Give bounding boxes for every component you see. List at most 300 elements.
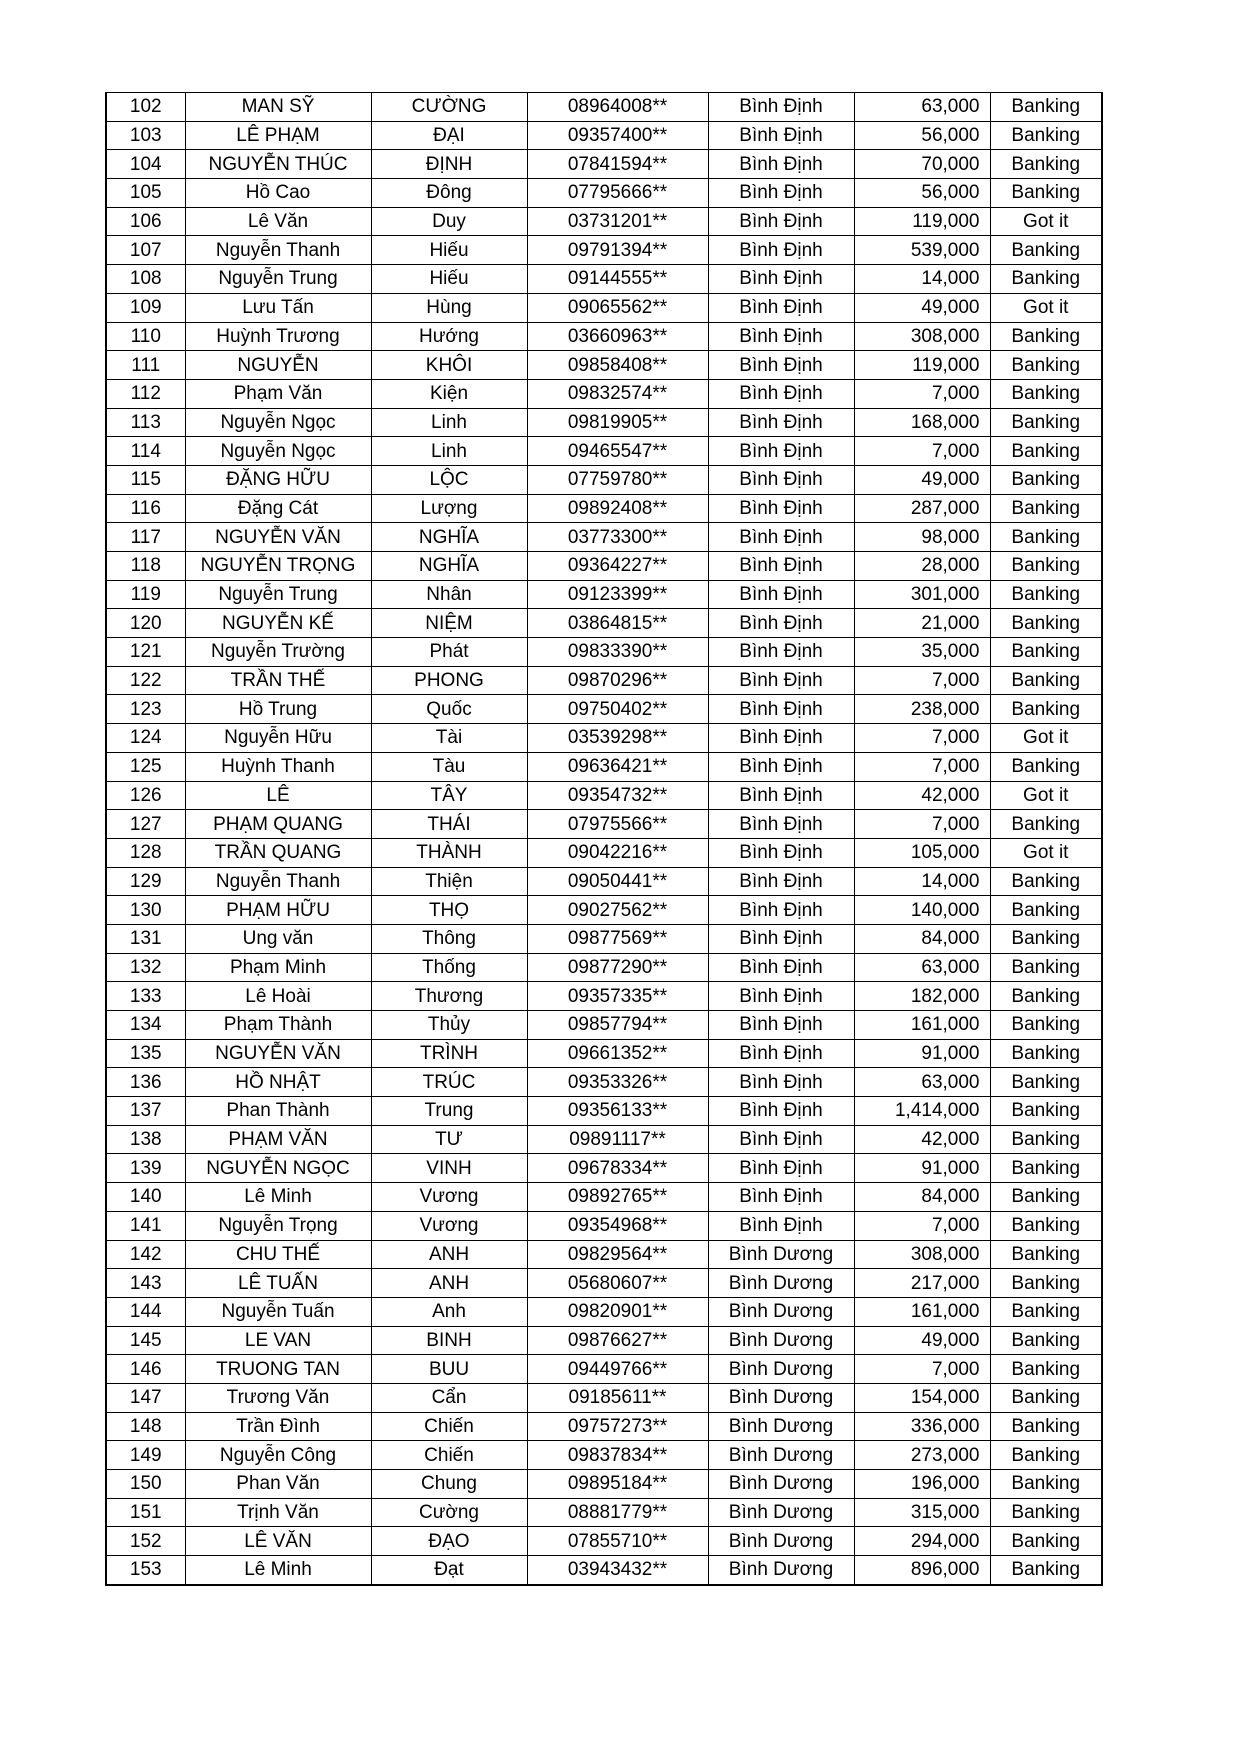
row-number-cell: 124	[106, 724, 185, 753]
payment-method-cell: Banking	[990, 1211, 1102, 1240]
province-cell: Bình Định	[708, 724, 854, 753]
amount-cell: 7,000	[854, 1211, 990, 1240]
province-cell: Bình Dương	[708, 1383, 854, 1412]
row-number-cell: 114	[106, 437, 185, 466]
last-middle-name-cell: Nguyễn Ngọc	[185, 408, 371, 437]
last-middle-name-cell: NGUYỄN TRỌNG	[185, 552, 371, 581]
payment-method-cell: Banking	[990, 408, 1102, 437]
last-middle-name-cell: PHẠM HỮU	[185, 896, 371, 925]
payment-method-cell: Banking	[990, 1441, 1102, 1470]
province-cell: Bình Định	[708, 953, 854, 982]
phone-number-cell: 09892765**	[527, 1183, 708, 1212]
payment-method-cell: Banking	[990, 1125, 1102, 1154]
first-name-cell: Hùng	[371, 293, 527, 322]
payment-method-cell: Banking	[990, 1240, 1102, 1269]
last-middle-name-cell: Trần Đình	[185, 1412, 371, 1441]
first-name-cell: Tài	[371, 724, 527, 753]
province-cell: Bình Định	[708, 265, 854, 294]
province-cell: Bình Định	[708, 580, 854, 609]
payment-method-cell: Banking	[990, 810, 1102, 839]
phone-number-cell: 09829564**	[527, 1240, 708, 1269]
table-row	[106, 265, 1102, 294]
phone-number-cell: 07855710**	[527, 1527, 708, 1556]
table-row	[106, 465, 1102, 494]
row-number-cell: 150	[106, 1470, 185, 1499]
province-cell: Bình Định	[708, 207, 854, 236]
table-row	[106, 179, 1102, 208]
province-cell: Bình Định	[708, 1068, 854, 1097]
payment-method-cell: Banking	[990, 1269, 1102, 1298]
last-middle-name-cell: Trịnh Văn	[185, 1498, 371, 1527]
province-cell: Bình Định	[708, 666, 854, 695]
amount-cell: 7,000	[854, 1355, 990, 1384]
last-middle-name-cell: TRẦN THẾ	[185, 666, 371, 695]
province-cell: Bình Định	[708, 379, 854, 408]
first-name-cell: Đạt	[371, 1556, 527, 1585]
payment-method-cell: Banking	[990, 609, 1102, 638]
first-name-cell: Vương	[371, 1211, 527, 1240]
row-number-cell: 127	[106, 810, 185, 839]
table-row	[106, 1470, 1102, 1499]
row-number-cell: 104	[106, 150, 185, 179]
payment-method-cell: Banking	[990, 1154, 1102, 1183]
row-number-cell: 130	[106, 896, 185, 925]
phone-number-cell: 09892408**	[527, 494, 708, 523]
first-name-cell: LỘC	[371, 465, 527, 494]
amount-cell: 49,000	[854, 1326, 990, 1355]
table-row	[106, 437, 1102, 466]
row-number-cell: 132	[106, 953, 185, 982]
phone-number-cell: 09465547**	[527, 437, 708, 466]
table-row	[106, 1498, 1102, 1527]
last-middle-name-cell: Nguyễn Thanh	[185, 236, 371, 265]
payment-method-cell: Banking	[990, 179, 1102, 208]
first-name-cell: Phát	[371, 638, 527, 667]
amount-cell: 336,000	[854, 1412, 990, 1441]
amount-cell: 315,000	[854, 1498, 990, 1527]
amount-cell: 63,000	[854, 1068, 990, 1097]
row-number-cell: 151	[106, 1498, 185, 1527]
phone-number-cell: 09678334**	[527, 1154, 708, 1183]
first-name-cell: TÂY	[371, 781, 527, 810]
province-cell: Bình Định	[708, 810, 854, 839]
province-cell: Bình Định	[708, 1125, 854, 1154]
table-row	[106, 121, 1102, 150]
table-row	[106, 236, 1102, 265]
first-name-cell: NGHĨA	[371, 552, 527, 581]
province-cell: Bình Định	[708, 93, 854, 122]
amount-cell: 28,000	[854, 552, 990, 581]
province-cell: Bình Định	[708, 781, 854, 810]
row-number-cell: 129	[106, 867, 185, 896]
table-row	[106, 1269, 1102, 1298]
province-cell: Bình Định	[708, 1183, 854, 1212]
amount-cell: 539,000	[854, 236, 990, 265]
payment-method-cell: Banking	[990, 1039, 1102, 1068]
table-row	[106, 408, 1102, 437]
last-middle-name-cell: Phạm Văn	[185, 379, 371, 408]
last-middle-name-cell: Nguyễn Hữu	[185, 724, 371, 753]
first-name-cell: TRÌNH	[371, 1039, 527, 1068]
province-cell: Bình Dương	[708, 1269, 854, 1298]
province-cell: Bình Định	[708, 867, 854, 896]
payment-method-cell: Banking	[990, 351, 1102, 380]
last-middle-name-cell: TRUONG TAN	[185, 1355, 371, 1384]
amount-cell: 294,000	[854, 1527, 990, 1556]
first-name-cell: Chiến	[371, 1441, 527, 1470]
amount-cell: 91,000	[854, 1039, 990, 1068]
first-name-cell: ĐẠO	[371, 1527, 527, 1556]
phone-number-cell: 09364227**	[527, 552, 708, 581]
row-number-cell: 126	[106, 781, 185, 810]
province-cell: Bình Định	[708, 465, 854, 494]
payment-method-cell: Got it	[990, 207, 1102, 236]
province-cell: Bình Định	[708, 121, 854, 150]
row-number-cell: 105	[106, 179, 185, 208]
payment-method-cell: Banking	[990, 1326, 1102, 1355]
last-middle-name-cell: NGUYỄN KẾ	[185, 609, 371, 638]
row-number-cell: 133	[106, 982, 185, 1011]
first-name-cell: TƯ	[371, 1125, 527, 1154]
first-name-cell: PHONG	[371, 666, 527, 695]
payment-method-cell: Banking	[990, 580, 1102, 609]
province-cell: Bình Định	[708, 609, 854, 638]
first-name-cell: Vương	[371, 1183, 527, 1212]
table-row	[106, 982, 1102, 1011]
table-row	[106, 1556, 1102, 1585]
last-middle-name-cell: Phạm Thành	[185, 1011, 371, 1040]
amount-cell: 273,000	[854, 1441, 990, 1470]
table-row	[106, 494, 1102, 523]
province-cell: Bình Dương	[708, 1441, 854, 1470]
last-middle-name-cell: NGUYỄN NGỌC	[185, 1154, 371, 1183]
last-middle-name-cell: Huỳnh Trương	[185, 322, 371, 351]
row-number-cell: 116	[106, 494, 185, 523]
province-cell: Bình Dương	[708, 1297, 854, 1326]
table-row	[106, 1125, 1102, 1154]
first-name-cell: Kiện	[371, 379, 527, 408]
phone-number-cell: 09449766**	[527, 1355, 708, 1384]
table-row	[106, 666, 1102, 695]
province-cell: Bình Định	[708, 1011, 854, 1040]
last-middle-name-cell: LÊ TUẤN	[185, 1269, 371, 1298]
last-middle-name-cell: Lưu Tấn	[185, 293, 371, 322]
province-cell: Bình Định	[708, 150, 854, 179]
payment-method-cell: Banking	[990, 1383, 1102, 1412]
last-middle-name-cell: PHẠM VĂN	[185, 1125, 371, 1154]
amount-cell: 35,000	[854, 638, 990, 667]
phone-number-cell: 09858408**	[527, 351, 708, 380]
phone-number-cell: 09750402**	[527, 695, 708, 724]
phone-number-cell: 09636421**	[527, 752, 708, 781]
row-number-cell: 108	[106, 265, 185, 294]
last-middle-name-cell: HỒ NHẬT	[185, 1068, 371, 1097]
table-row	[106, 609, 1102, 638]
amount-cell: 49,000	[854, 465, 990, 494]
table-row	[106, 150, 1102, 179]
first-name-cell: BINH	[371, 1326, 527, 1355]
payment-method-cell: Banking	[990, 379, 1102, 408]
payment-method-cell: Got it	[990, 781, 1102, 810]
last-middle-name-cell: TRẦN QUANG	[185, 838, 371, 867]
phone-number-cell: 07975566**	[527, 810, 708, 839]
province-cell: Bình Định	[708, 236, 854, 265]
payout-table	[105, 92, 1103, 1586]
first-name-cell: THÀNH	[371, 838, 527, 867]
last-middle-name-cell: NGUYỄN	[185, 351, 371, 380]
row-number-cell: 110	[106, 322, 185, 351]
province-cell: Bình Định	[708, 695, 854, 724]
row-number-cell: 146	[106, 1355, 185, 1384]
amount-cell: 217,000	[854, 1269, 990, 1298]
phone-number-cell: 07759780**	[527, 465, 708, 494]
table-row	[106, 1068, 1102, 1097]
payment-method-cell: Banking	[990, 752, 1102, 781]
province-cell: Bình Định	[708, 179, 854, 208]
row-number-cell: 107	[106, 236, 185, 265]
row-number-cell: 111	[106, 351, 185, 380]
payment-method-cell: Banking	[990, 494, 1102, 523]
first-name-cell: Anh	[371, 1297, 527, 1326]
row-number-cell: 136	[106, 1068, 185, 1097]
row-number-cell: 153	[106, 1556, 185, 1585]
first-name-cell: Đông	[371, 179, 527, 208]
phone-number-cell: 09757273**	[527, 1412, 708, 1441]
last-middle-name-cell: Trương Văn	[185, 1383, 371, 1412]
province-cell: Bình Định	[708, 552, 854, 581]
phone-number-cell: 09877569**	[527, 924, 708, 953]
first-name-cell: TRÚC	[371, 1068, 527, 1097]
table-row	[106, 810, 1102, 839]
amount-cell: 56,000	[854, 179, 990, 208]
row-number-cell: 140	[106, 1183, 185, 1212]
phone-number-cell: 09661352**	[527, 1039, 708, 1068]
last-middle-name-cell: Ung văn	[185, 924, 371, 953]
last-middle-name-cell: NGUYỄN THÚC	[185, 150, 371, 179]
table-row	[106, 1412, 1102, 1441]
last-middle-name-cell: Hồ Cao	[185, 179, 371, 208]
row-number-cell: 141	[106, 1211, 185, 1240]
table-row	[106, 351, 1102, 380]
phone-number-cell: 09791394**	[527, 236, 708, 265]
last-middle-name-cell: Nguyễn Ngọc	[185, 437, 371, 466]
last-middle-name-cell: Huỳnh Thanh	[185, 752, 371, 781]
table-row	[106, 953, 1102, 982]
first-name-cell: Thủy	[371, 1011, 527, 1040]
row-number-cell: 138	[106, 1125, 185, 1154]
table-row	[106, 1383, 1102, 1412]
amount-cell: 7,000	[854, 666, 990, 695]
phone-number-cell: 03539298**	[527, 724, 708, 753]
table-row	[106, 1097, 1102, 1126]
province-cell: Bình Dương	[708, 1412, 854, 1441]
phone-number-cell: 09123399**	[527, 580, 708, 609]
first-name-cell: Duy	[371, 207, 527, 236]
phone-number-cell: 08964008**	[527, 93, 708, 122]
amount-cell: 105,000	[854, 838, 990, 867]
amount-cell: 140,000	[854, 896, 990, 925]
row-number-cell: 143	[106, 1269, 185, 1298]
table-row	[106, 379, 1102, 408]
amount-cell: 196,000	[854, 1470, 990, 1499]
row-number-cell: 135	[106, 1039, 185, 1068]
amount-cell: 42,000	[854, 781, 990, 810]
last-middle-name-cell: Phan Thành	[185, 1097, 371, 1126]
payment-method-cell: Banking	[990, 1498, 1102, 1527]
table-row	[106, 552, 1102, 581]
province-cell: Bình Dương	[708, 1556, 854, 1585]
table-row	[106, 924, 1102, 953]
phone-number-cell: 09356133**	[527, 1097, 708, 1126]
payment-method-cell: Banking	[990, 465, 1102, 494]
first-name-cell: ANH	[371, 1269, 527, 1298]
table-row	[106, 695, 1102, 724]
payment-method-cell: Banking	[990, 638, 1102, 667]
province-cell: Bình Định	[708, 752, 854, 781]
row-number-cell: 147	[106, 1383, 185, 1412]
phone-number-cell: 05680607**	[527, 1269, 708, 1298]
row-number-cell: 145	[106, 1326, 185, 1355]
province-cell: Bình Định	[708, 924, 854, 953]
first-name-cell: Chung	[371, 1470, 527, 1499]
first-name-cell: VINH	[371, 1154, 527, 1183]
payment-method-cell: Banking	[990, 121, 1102, 150]
first-name-cell: Quốc	[371, 695, 527, 724]
last-middle-name-cell: Phan Văn	[185, 1470, 371, 1499]
province-cell: Bình Định	[708, 437, 854, 466]
phone-number-cell: 07795666**	[527, 179, 708, 208]
table-row	[106, 1154, 1102, 1183]
first-name-cell: Trung	[371, 1097, 527, 1126]
table-row	[106, 838, 1102, 867]
province-cell: Bình Dương	[708, 1326, 854, 1355]
table-row	[106, 1240, 1102, 1269]
first-name-cell: CƯỜNG	[371, 93, 527, 122]
amount-cell: 161,000	[854, 1011, 990, 1040]
amount-cell: 42,000	[854, 1125, 990, 1154]
phone-number-cell: 09837834**	[527, 1441, 708, 1470]
province-cell: Bình Định	[708, 494, 854, 523]
first-name-cell: Lượng	[371, 494, 527, 523]
payment-method-cell: Banking	[990, 1011, 1102, 1040]
row-number-cell: 120	[106, 609, 185, 638]
phone-number-cell: 09877290**	[527, 953, 708, 982]
phone-number-cell: 03864815**	[527, 609, 708, 638]
table-row	[106, 1211, 1102, 1240]
table-row	[106, 724, 1102, 753]
table-row	[106, 867, 1102, 896]
first-name-cell: Linh	[371, 408, 527, 437]
first-name-cell: Linh	[371, 437, 527, 466]
last-middle-name-cell: Đặng Cát	[185, 494, 371, 523]
last-middle-name-cell: LÊ VĂN	[185, 1527, 371, 1556]
payment-method-cell: Got it	[990, 724, 1102, 753]
last-middle-name-cell: Hồ Trung	[185, 695, 371, 724]
first-name-cell: ĐẠI	[371, 121, 527, 150]
table-row	[106, 752, 1102, 781]
amount-cell: 119,000	[854, 351, 990, 380]
last-middle-name-cell: Nguyễn Công	[185, 1441, 371, 1470]
phone-number-cell: 09891117**	[527, 1125, 708, 1154]
table-row	[106, 580, 1102, 609]
payment-method-cell: Banking	[990, 896, 1102, 925]
last-middle-name-cell: Nguyễn Tuấn	[185, 1297, 371, 1326]
phone-number-cell: 03943432**	[527, 1556, 708, 1585]
payment-method-cell: Banking	[990, 523, 1102, 552]
last-middle-name-cell: Nguyễn Trung	[185, 580, 371, 609]
phone-number-cell: 09357400**	[527, 121, 708, 150]
payment-method-cell: Banking	[990, 695, 1102, 724]
payment-method-cell: Banking	[990, 953, 1102, 982]
first-name-cell: Cường	[371, 1498, 527, 1527]
row-number-cell: 125	[106, 752, 185, 781]
row-number-cell: 113	[106, 408, 185, 437]
province-cell: Bình Dương	[708, 1527, 854, 1556]
last-middle-name-cell: PHẠM QUANG	[185, 810, 371, 839]
last-middle-name-cell: Nguyễn Thanh	[185, 867, 371, 896]
amount-cell: 63,000	[854, 953, 990, 982]
row-number-cell: 117	[106, 523, 185, 552]
province-cell: Bình Dương	[708, 1498, 854, 1527]
amount-cell: 84,000	[854, 924, 990, 953]
row-number-cell: 122	[106, 666, 185, 695]
payment-method-cell: Got it	[990, 838, 1102, 867]
phone-number-cell: 09065562**	[527, 293, 708, 322]
amount-cell: 7,000	[854, 810, 990, 839]
row-number-cell: 109	[106, 293, 185, 322]
phone-number-cell: 09832574**	[527, 379, 708, 408]
amount-cell: 308,000	[854, 322, 990, 351]
province-cell: Bình Định	[708, 1097, 854, 1126]
last-middle-name-cell: Nguyễn Trường	[185, 638, 371, 667]
amount-cell: 91,000	[854, 1154, 990, 1183]
first-name-cell: NGHĨA	[371, 523, 527, 552]
last-middle-name-cell: Nguyễn Trung	[185, 265, 371, 294]
first-name-cell: ANH	[371, 1240, 527, 1269]
payment-method-cell: Banking	[990, 1527, 1102, 1556]
phone-number-cell: 09857794**	[527, 1011, 708, 1040]
payment-method-cell: Banking	[990, 1355, 1102, 1384]
payment-method-cell: Banking	[990, 552, 1102, 581]
last-middle-name-cell: LÊ	[185, 781, 371, 810]
amount-cell: 7,000	[854, 437, 990, 466]
payment-method-cell: Banking	[990, 265, 1102, 294]
amount-cell: 56,000	[854, 121, 990, 150]
amount-cell: 84,000	[854, 1183, 990, 1212]
table-row	[106, 1527, 1102, 1556]
province-cell: Bình Định	[708, 351, 854, 380]
first-name-cell: Thông	[371, 924, 527, 953]
row-number-cell: 123	[106, 695, 185, 724]
phone-number-cell: 09820901**	[527, 1297, 708, 1326]
first-name-cell: Hướng	[371, 322, 527, 351]
last-middle-name-cell: NGUYỄN VĂN	[185, 1039, 371, 1068]
table-row	[106, 93, 1102, 122]
phone-number-cell: 09819905**	[527, 408, 708, 437]
amount-cell: 63,000	[854, 93, 990, 122]
last-middle-name-cell: ĐẶNG HỮU	[185, 465, 371, 494]
first-name-cell: Hiếu	[371, 236, 527, 265]
phone-number-cell: 09357335**	[527, 982, 708, 1011]
phone-number-cell: 09185611**	[527, 1383, 708, 1412]
row-number-cell: 142	[106, 1240, 185, 1269]
last-middle-name-cell: NGUYỄN VĂN	[185, 523, 371, 552]
payment-method-cell: Got it	[990, 293, 1102, 322]
payment-method-cell: Banking	[990, 1068, 1102, 1097]
table-row	[106, 523, 1102, 552]
amount-cell: 7,000	[854, 724, 990, 753]
last-middle-name-cell: Lê Hoài	[185, 982, 371, 1011]
